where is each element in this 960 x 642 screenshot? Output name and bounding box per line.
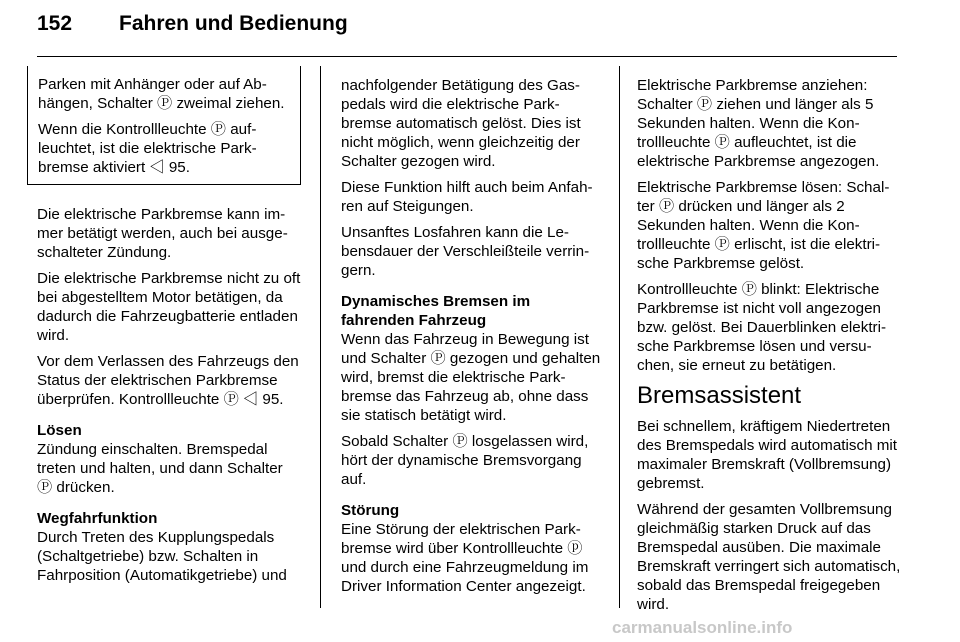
subheading-loesen: Lösen bbox=[37, 422, 82, 439]
paragraph: Zündung einschalten. Bremspedal treten und halten, und dann Schalter Ⓟ drücken. bbox=[37, 441, 283, 496]
paragraph: Durch Treten des Kupplungspedals (Schaltgetriebe) bzw. Schalten in Fahrposition (Automatikgetriebe) und bbox=[37, 529, 287, 584]
note-box bbox=[27, 66, 301, 185]
column-3 bbox=[637, 76, 901, 621]
page-number: 152 bbox=[37, 12, 73, 35]
paragraph: Die elektrische Parkbremse nicht zu oft bei abgestelltem Motor betätigen, da dadurch die Fahrzeugbatterie entladen wird. bbox=[37, 270, 301, 344]
paragraph: Elektrische Parkbremse anziehen: Schalter Ⓟ ziehen und länger als 5 Sekunden halten. Wenn die Kontrollleuchte Ⓟ aufleuchtet, ist die elektrische Parkbremse angezogen. bbox=[637, 77, 880, 170]
paragraph: Bei schnellem, kräftigem Niedertreten des Bremspedals wird automatisch mit maximaler Bremskraft (Vollbremsung) gebremst. bbox=[637, 418, 897, 492]
paragraph: nachfolgender Betätigung des Gaspedals wird die elektrische Parkbremse automatisch gelöst. Dies ist nicht möglich, wenn gleichzeitig der Schalter gezogen wird. bbox=[341, 77, 581, 170]
note-paragraph: Wenn die Kontrollleuchte Ⓟ aufleuchtet, ist die elektrische Parkbremse aktiviert ◁ 95. bbox=[38, 121, 257, 176]
subheading-wegfahrfunktion: Wegfahrfunktion bbox=[37, 510, 158, 527]
column-2 bbox=[341, 76, 605, 603]
watermark: carmanualsonline.info bbox=[612, 618, 793, 637]
paragraph: Wenn das Fahrzeug in Bewegung ist und Schalter Ⓟ gezogen und gehalten wird, bremst die elektrische Parkbremse das Fahrzeug ab, ohne dass sie statisch betätigt wird. bbox=[341, 331, 601, 424]
section-heading-bremsassistent: Bremsassistent bbox=[637, 382, 802, 409]
paragraph: Die elektrische Parkbremse kann immer betätigt werden, auch bei ausgeschalteter Zündung. bbox=[37, 206, 288, 261]
note-paragraph: Parken mit Anhänger oder auf Abhängen, Schalter Ⓟ zweimal ziehen. bbox=[38, 76, 285, 112]
paragraph: Während der gesamten Vollbremsung gleichmäßig starken Druck auf das Bremspedal ausüben. Die maximale Bremskraft verringert sich automatisch, sobald das Bremspedal freigegeben wird. bbox=[637, 501, 901, 613]
page-title: Fahren und Bedienung bbox=[119, 12, 348, 35]
column-divider-2 bbox=[619, 66, 620, 608]
paragraph: Elektrische Parkbremse lösen: Schalter Ⓟ drücken und länger als 2 Sekunden halten. Wenn die Kontrollleuchte Ⓟ erlischt, ist die elektrische Parkbremse gelöst. bbox=[637, 179, 890, 272]
subheading-stoerung: Störung bbox=[341, 502, 400, 519]
paragraph: Eine Störung der elektrischen Parkbremse wird über Kontrollleuchte ⓟ und durch eine Fahrzeugmeldung im Driver Information Center angezeigt. bbox=[341, 521, 589, 595]
paragraph: Diese Funktion hilft auch beim Anfahren auf Steigungen. bbox=[341, 179, 593, 215]
paragraph: Vor dem Verlassen des Fahrzeugs den Status der elektrischen Parkbremse überprüfen. Kontrollleuchte Ⓟ ◁ 95. bbox=[37, 353, 299, 408]
subheading-dynamisches-bremsen: Dynamisches Bremsen im fahrenden Fahrzeug bbox=[341, 293, 531, 329]
column-1 bbox=[37, 76, 301, 592]
paragraph: Unsanftes Losfahren kann die Lebensdauer der Verschleißteile verringern. bbox=[341, 224, 590, 279]
paragraph: Kontrollleuchte Ⓟ blinkt: Elektrische Parkbremse ist nicht voll angezogen bzw. gelöst. Bei Dauerblinken elektrische Parkbremse lösen und versuchen, sie erneut zu betätigen. bbox=[637, 281, 887, 374]
column-divider-1 bbox=[320, 66, 321, 608]
header-rule bbox=[37, 56, 897, 57]
page-header bbox=[37, 12, 348, 36]
paragraph: Sobald Schalter Ⓟ losgelassen wird, hört der dynamische Bremsvorgang auf. bbox=[341, 433, 589, 488]
